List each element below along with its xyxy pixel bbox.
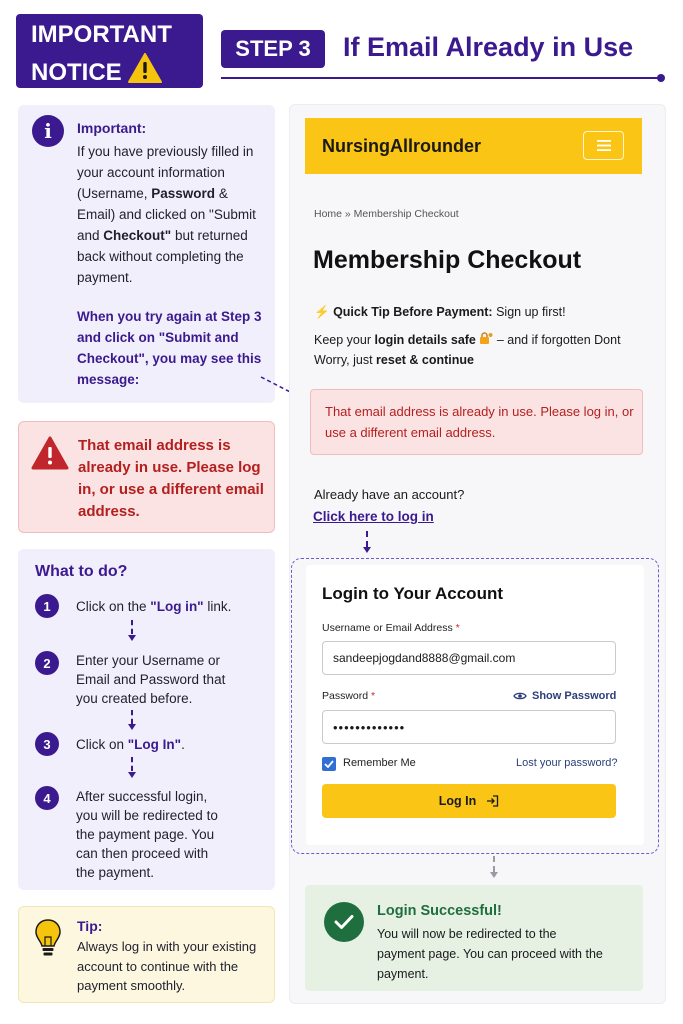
important-body-checkout: Checkout" [103, 228, 172, 243]
tip-body: Always log in with your existing account to continue with the payment smoothly. [77, 939, 257, 993]
step-connector [131, 620, 133, 634]
success-body: You will now be redirected to the payment page. You can proceed with the payment. [377, 927, 603, 981]
username-label [322, 622, 460, 634]
step-connector-arrow [128, 772, 136, 778]
already-have-account: Already have an account? [314, 487, 465, 502]
show-password-label: Show Password [532, 690, 617, 702]
step-number: 2 [35, 651, 59, 675]
password-label-text: Password [322, 690, 369, 702]
error-callout-text: That email address is already in use. Please log in, or use a different email address. [78, 437, 264, 520]
success-title: Login Successful! [377, 903, 502, 919]
step-connector [131, 710, 133, 724]
try-again-text: When you try again at Step 3 and click on "Submit and Checkout", you may see this message: [77, 309, 262, 387]
login-button-label: Log In [438, 794, 477, 808]
site-logo-text[interactable]: NursingAllrounder [322, 136, 482, 156]
success-connector [493, 856, 495, 872]
alert-icon [31, 436, 69, 470]
step-text: After successful login, you will be redirected to the payment page. You can then proceed with the payment. [76, 789, 218, 880]
important-body-part2: & Email) and clicked on "Submit and [77, 186, 256, 243]
username-label-text: Username or Email Address [322, 622, 453, 634]
remember-me-checkbox[interactable] [322, 757, 336, 771]
step-badge: STEP 3 [221, 30, 325, 68]
what-to-do-title: What to do? [35, 563, 128, 580]
important-title: Important: [77, 120, 147, 136]
important-body [77, 141, 267, 288]
important-notice-badge [16, 14, 203, 88]
quick-tip-line [314, 305, 566, 320]
page-title: Membership Checkout [313, 246, 582, 274]
lost-password-link[interactable]: Lost your password? [516, 757, 618, 769]
keep-text-1: Keep your [314, 333, 375, 347]
breadcrumb[interactable]: Home » Membership Checkout [314, 208, 459, 220]
link-connector-arrow [363, 547, 371, 553]
step-text [76, 597, 256, 616]
step-text-pre: Click on [76, 737, 128, 752]
step-text: Enter your Username or Email and Password that you created before. [76, 653, 226, 706]
keep-details-line [314, 330, 644, 370]
quick-tip-label: Quick Tip Before Payment: [333, 305, 493, 319]
lightning-icon: ⚡ [314, 305, 330, 319]
notice-line2-wrap [31, 50, 203, 88]
username-field[interactable]: sandeepjogdand8888@gmail.com [322, 641, 616, 675]
required-mark: * [455, 622, 460, 634]
step-number: 4 [35, 786, 59, 810]
keep-bold-1: login details safe [374, 333, 476, 347]
warning-icon [128, 53, 162, 91]
step-text-pre: Click on the [76, 599, 151, 614]
step-number: 3 [35, 732, 59, 756]
tip-title: Tip: [77, 918, 103, 934]
info-icon: i [32, 115, 64, 147]
step-connector [131, 757, 133, 771]
keep-text-2: – and if forgotten Dont Worry, just [314, 333, 621, 367]
step-title: If Email Already in Use [343, 32, 634, 62]
important-body-password: Password [151, 186, 216, 201]
remember-me-label[interactable]: Remember Me [343, 757, 416, 769]
login-arrow-icon [486, 795, 499, 807]
success-connector-arrow [490, 872, 498, 878]
step-text-post: link. [203, 599, 232, 614]
password-field[interactable]: ••••••••••••• [322, 710, 616, 744]
step-connector-arrow [128, 635, 136, 641]
notice-line1: IMPORTANT [31, 21, 172, 48]
keep-bold-2: reset & continue [376, 353, 474, 367]
eye-icon [513, 691, 527, 701]
lightbulb-icon [32, 917, 64, 961]
site-mockup-panel [289, 104, 666, 1004]
site-error-text: That email address is already in use. Please log in, or use a different email address. [325, 404, 634, 440]
step-text [76, 735, 256, 754]
lock-key-icon [479, 333, 493, 347]
link-connector [366, 531, 368, 547]
show-password-toggle[interactable] [513, 690, 616, 702]
password-label [322, 690, 375, 702]
step-text-post: . [181, 737, 185, 752]
header-divider [221, 77, 661, 79]
step-text-bold: "Log in" [150, 599, 204, 614]
important-body-part1: If you have previously filled in your account information (Username, [77, 144, 254, 201]
step-connector-arrow [128, 724, 136, 730]
login-form-title: Login to Your Account [322, 584, 503, 603]
step-text-bold: "Log In" [127, 737, 182, 752]
login-link[interactable]: Click here to log in [313, 509, 434, 524]
step-number: 1 [35, 594, 59, 618]
required-mark: * [371, 690, 376, 702]
header-divider-dot [657, 74, 665, 82]
hamburger-icon[interactable] [583, 131, 624, 160]
notice-line2: NOTICE [31, 59, 122, 86]
checkmark-icon [324, 902, 364, 942]
important-body-part3: but returned back without completing the payment. [77, 228, 248, 285]
quick-tip-text: Sign up first! [492, 305, 566, 319]
login-button[interactable] [322, 784, 616, 818]
